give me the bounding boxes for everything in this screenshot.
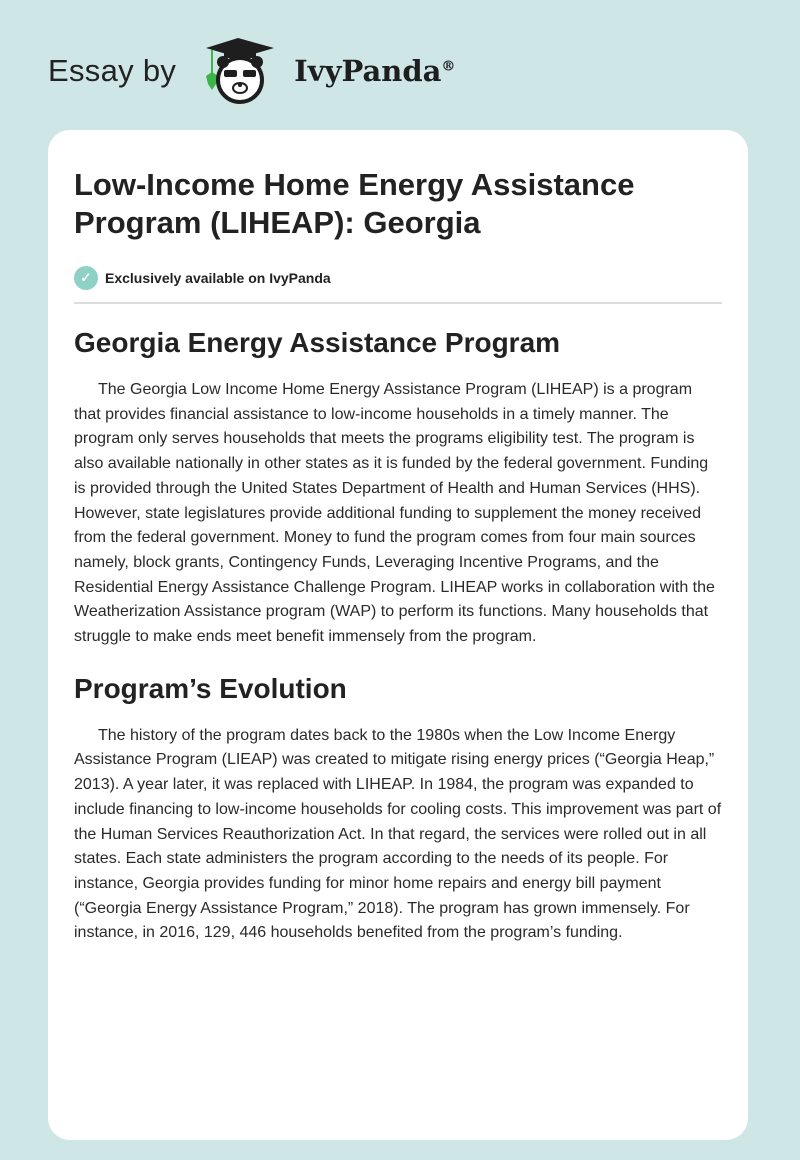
section-paragraph: The history of the program dates back to the 1980s when the Low Income Energy Assistance Program (LIEAP) was created to mitigate rising energy prices (“Georgia Heap,” 2013). A year later, it was replaced with LIHEAP. In 1984, the program was expanded to include financing to low-income households for cooling costs. This improvement was part of the Human Services Reauthorization Act. In that regard, the services were rolled out in all states. Each state administers the program according to the needs of its people. For instance, Georgia provides funding for minor home repairs and energy bill payment (“Georgia Energy Assistance Program,” 2018). The program has grown immensely. For instance, in 2016, 129, 446 households benefited from the program’s funding. [74, 726, 722, 942]
exclusive-badge [74, 266, 722, 290]
section-heading: Program’s Evolution [74, 672, 347, 704]
essay-by-label: Essay by [48, 53, 177, 88]
badge-label: Exclusively available on IvyPanda [105, 270, 331, 286]
page-title: Low-Income Home Energy Assistance Program (LIHEAP): Georgia [74, 167, 635, 240]
ivypanda-logo[interactable] [48, 36, 455, 106]
section-heading: Georgia Energy Assistance Program [74, 327, 561, 358]
essay-card [48, 130, 748, 1140]
divider [74, 302, 722, 304]
panda-logo-icon [196, 36, 286, 106]
brand-name: IvyPanda® [294, 54, 456, 88]
check-icon: ✓ [74, 266, 98, 290]
section-paragraph: The Georgia Low Income Home Energy Assistance Program (LIHEAP) is a program that provides financial assistance to low-income households in a timely manner. The program only serves households that meets the programs eligibility test. The program is also available nationally in other states as it is funded by the federal government. Funding is provided through the United States Department of Health and Human Services (HHS). However, state legislatures provide additional funding to supplement the money received from the federal government. Money to fund the program comes from four main sources namely, block grants, Contingency Funds, Leveraging Incentive Programs, and the Residential Energy Assistance Challenge Program. LIHEAP works in collaboration with the Weatherization Assistance program (WAP) to perform its functions. Many households that struggle to make ends meet benefit immensely from the program. [74, 381, 715, 646]
